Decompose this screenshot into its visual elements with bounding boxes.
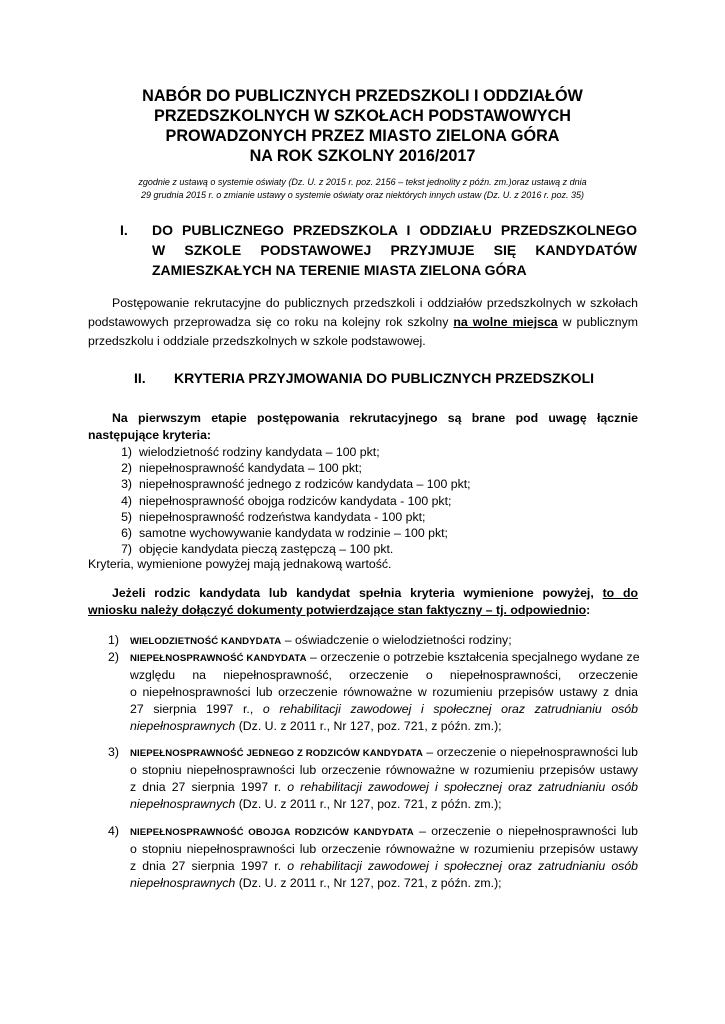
intro-text: :	[586, 603, 591, 617]
paragraph-line: Postępowanie rekrutacyjne do publicznych przedszkoli i oddziałów przedszkolnych w szkołach	[112, 296, 638, 310]
item-text: objęcie kandydata pieczą zastępczą – 100 pkt.	[139, 542, 394, 557]
act-title: niepełnosprawnych	[130, 876, 236, 890]
intro-line: następujące kryteria:	[88, 428, 212, 442]
heading-line: ZAMIESZKAŁYCH NA TERENIE MIASTA ZIELONA GÓRA	[152, 262, 527, 278]
item-desc: z dnia 27 sierpnia 1997 r.	[130, 780, 282, 794]
item-number: 1)	[108, 633, 119, 647]
item-number: 1)	[121, 445, 132, 459]
item-desc: – orzeczenie o niepełnosprawności lub	[413, 824, 638, 838]
documents-intro	[88, 585, 638, 619]
item-line: o stopniu niepełnosprawności lub orzeczenie równoważne w rozumieniu przepisów ustawy	[130, 842, 638, 856]
list-item	[112, 493, 471, 509]
item-text: samotne wychowywanie kandydata w rodzinie – 100 pkt;	[139, 526, 448, 541]
item-line	[130, 796, 638, 813]
item-number: 4)	[121, 493, 132, 508]
document-item	[108, 632, 638, 650]
item-text	[130, 649, 638, 735]
item-desc: (Dz. U. z 2011 r., Nr 127, poz. 721, z późn. zm.);	[235, 876, 502, 890]
item-line	[130, 779, 638, 796]
intro-underlined: to do	[602, 586, 639, 600]
paragraph-text: w publicznym	[562, 315, 639, 329]
item-desc: z dnia 27 sierpnia 1997 r.	[130, 859, 282, 873]
item-text	[130, 823, 638, 892]
item-line	[130, 823, 638, 841]
item-line	[130, 649, 638, 667]
item-text: niepełnosprawność kandydata – 100 pkt;	[139, 461, 362, 476]
item-number: 2)	[108, 650, 119, 664]
item-line: o niepełnosprawności lub orzeczenie równoważne w rozumieniu przepisów ustawy z dnia	[130, 685, 638, 699]
item-text	[130, 632, 638, 650]
section-heading: KRYTERIA PRZYJMOWANIA DO PUBLICZNYCH PRZEDSZKOLI	[174, 370, 595, 386]
item-number: 3)	[108, 745, 119, 759]
item-text: niepełnosprawność rodzeństwa kandydata - 100 pkt;	[139, 509, 426, 524]
item-text	[130, 744, 638, 813]
item-desc: (Dz. U. z 2011 r., Nr 127, poz. 721, z późn. zm.);	[235, 797, 502, 811]
criteria-note: Kryteria, wymienione powyżej mają jednakową wartość.	[88, 557, 392, 571]
list-item	[112, 541, 471, 557]
act-title: o rehabilitacji zawodowej i społecznej oraz zatrudnianiu osób	[287, 780, 639, 794]
item-line	[130, 718, 638, 735]
item-caps: WIELODZIETNOŚĆ KANDYDATA	[130, 636, 282, 647]
item-number: 2)	[121, 461, 132, 476]
subtitle-line: 29 grudnia 2015 r. o zmianie ustawy o systemie oświaty oraz niektórych innych ustaw (Dz. U. z 2016 r. poz. 35)	[140, 190, 585, 200]
item-desc: – oświadczenie o wielodzietności rodziny;	[281, 633, 512, 647]
title-line: NA ROK SZKOLNY 2016/2017	[249, 147, 476, 165]
act-title: o rehabilitacji zawodowej i społecznej oraz zatrudnianiu osób	[262, 702, 638, 716]
item-number: 7)	[121, 542, 132, 557]
item-text: niepełnosprawność jednego z rodziców kandydata – 100 pkt;	[139, 477, 471, 492]
paragraph-line: przedszkolu i oddziale przedszkolnych w szkole podstawowej.	[88, 334, 426, 348]
item-number: 6)	[121, 526, 132, 541]
section-heading	[152, 220, 637, 280]
title-line: PRZEDSZKOLNYCH W SZKOŁACH PODSTAWOWYCH	[154, 107, 571, 125]
item-line	[130, 858, 638, 875]
document-item	[108, 649, 638, 735]
section-number: II.	[134, 370, 146, 386]
subtitle-line: zgodnie z ustawą o systemie oświaty (Dz. U. z 2015 r. poz. 2156 – tekst jednolity z późn. zm.)oraz ustawą z dnia	[138, 177, 587, 187]
act-title: niepełnosprawnych	[130, 797, 236, 811]
intro-underlined: wniosku należy dołączyć dokumenty potwierdzające stan faktyczny – tj. odpowiednio	[88, 603, 587, 617]
item-desc: – orzeczenie o potrzebie kształcenia specjalnego wydane ze	[306, 650, 640, 664]
item-line	[130, 744, 638, 762]
page-title	[60, 86, 665, 166]
item-number: 4)	[108, 824, 119, 838]
item-text: niepełnosprawność obojga rodziców kandydata - 100 pkt;	[139, 493, 452, 508]
act-title: o rehabilitacji zawodowej i społecznej oraz zatrudnianiu osób	[287, 859, 639, 873]
list-item	[112, 525, 471, 541]
criteria-intro	[88, 410, 638, 444]
paragraph-text: podstawowych przeprowadza się co roku na kolejny rok szkolny	[88, 315, 449, 329]
intro-text: Jeżeli rodzic kandydata lub kandydat spełnia kryteria wymienione powyżej,	[112, 586, 594, 600]
heading-line: DO PUBLICZNEGO PRZEDSZKOLA I ODDZIAŁU PRZEDSZKOLNEGO	[152, 222, 637, 238]
item-caps: NIEPEŁNOSPRAWNOŚĆ KANDYDATA	[130, 653, 307, 664]
heading-line: W SZKOLE PODSTAWOWEJ PRZYJMUJE SIĘ KANDYDATÓW	[152, 242, 637, 258]
item-caps: NIEPEŁNOSPRAWNOŚĆ JEDNEGO Z RODZICÓW KANDYDATA	[130, 748, 423, 759]
item-text: wielodzietność rodziny kandydata – 100 pkt;	[139, 445, 380, 459]
emphasis-free-places: na wolne miejsca	[453, 315, 558, 329]
section-number: I.	[120, 222, 128, 238]
item-number: 3)	[121, 477, 132, 492]
item-line	[130, 875, 638, 892]
item-line: względu na niepełnosprawność, orzeczenie o niepełnosprawności, orzeczenie	[130, 668, 638, 682]
paragraph-line	[88, 313, 638, 332]
list-item	[112, 476, 471, 492]
legal-basis-note	[60, 176, 665, 202]
item-caps: NIEPEŁNOSPRAWNOŚĆ OBOJGA RODZICÓW KANDYDATA	[130, 827, 414, 838]
item-line	[130, 701, 638, 718]
list-item	[112, 509, 471, 525]
document-item	[108, 823, 638, 892]
list-item	[112, 460, 471, 476]
item-line: o stopniu niepełnosprawności lub orzeczenie równoważne w rozumieniu przepisów ustawy	[130, 763, 638, 777]
item-desc: 27 sierpnia 1997 r.,	[130, 702, 254, 716]
title-line: PROWADZONYCH PRZEZ MIASTO ZIELONA GÓRA	[165, 127, 560, 145]
recruitment-paragraph	[88, 294, 638, 351]
intro-line	[88, 585, 638, 602]
criteria-list	[112, 444, 471, 557]
act-title: niepełnosprawnych	[130, 719, 236, 733]
intro-line	[88, 602, 638, 619]
list-item	[112, 444, 471, 460]
item-desc: – orzeczenie o niepełnosprawności lub	[422, 745, 638, 759]
document-item	[108, 744, 638, 813]
item-desc: (Dz. U. z 2011 r., Nr 127, poz. 721, z późn. zm.);	[235, 719, 502, 733]
item-number: 5)	[121, 509, 132, 524]
intro-line: Na pierwszym etapie postępowania rekrutacyjnego są brane pod uwagę łącznie	[112, 411, 638, 425]
title-line: NABÓR DO PUBLICZNYCH PRZEDSZKOLI I ODDZIAŁÓW	[142, 87, 583, 105]
